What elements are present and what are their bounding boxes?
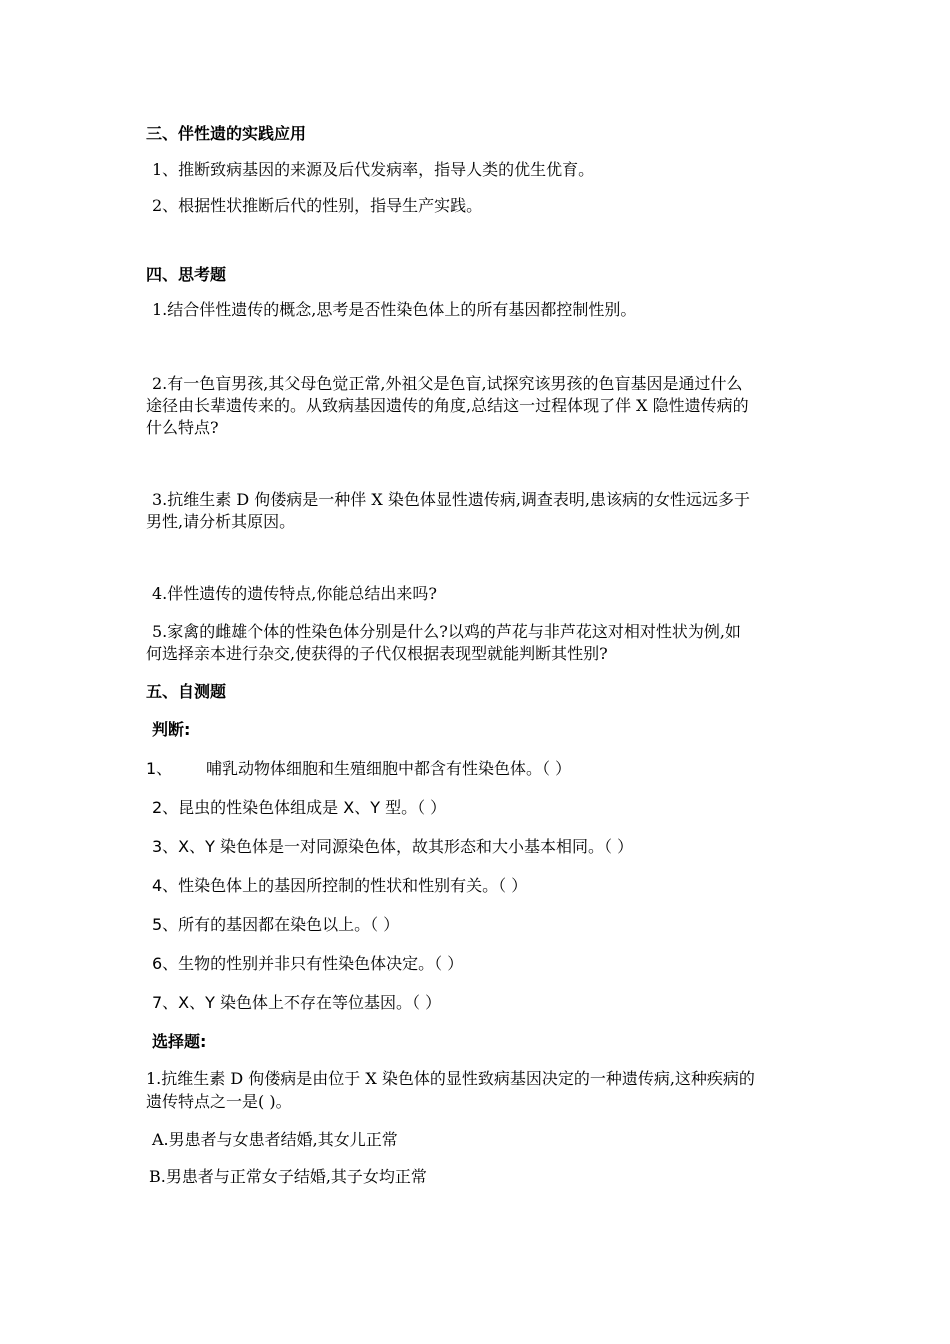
- question-5-line-2: 何选择亲本进行杂交,使获得的子代仅根据表现型就能判断其性别?: [146, 644, 608, 663]
- question-2-line-2: 途径由长辈遗传来的。从致病基因遗传的角度,总结这一过程体现了伴 X 隐性遗传病的: [146, 396, 749, 415]
- question-3-line-2: 男性,请分析其原因。: [146, 512, 296, 531]
- question-5-line-1: 5.家禽的雌雄个体的性染色体分别是什么?以鸡的芦花与非芦花这对相对性状为例,如: [152, 622, 741, 641]
- judge-1-number: 1、: [146, 759, 173, 778]
- question-1: 1.结合伴性遗传的概念,思考是否性染色体上的所有基因都控制性别。: [152, 300, 637, 319]
- judge-5: 5、所有的基因都在染色以上。（ ）: [152, 915, 400, 934]
- question-2-line-1: 2.有一色盲男孩,其父母色觉正常,外祖父是色盲,试探究该男孩的色盲基因是通过什么: [152, 374, 743, 393]
- question-3-line-1: 3.抗维生素 D 佝偻病是一种伴 X 染色体显性遗传病,调查表明,患该病的女性远远多于: [152, 490, 751, 509]
- section-heading-3: 三、伴性遗的实践应用: [146, 124, 307, 143]
- question-2-line-3: 什么特点?: [146, 418, 219, 437]
- judge-3: 3、X、Y 染色体是一对同源染色体，故其形态和大小基本相同。（ ）: [152, 837, 634, 856]
- judge-6: 6、生物的性别并非只有性染色体决定。（ ）: [152, 954, 464, 973]
- judge-2: 2、昆虫的性染色体组成是 X、Y 型。（ ）: [152, 798, 447, 817]
- choice-1-line-1: 1.抗维生素 D 佝偻病是由位于 X 染色体的显性致病基因决定的一种遗传病,这种疾病的: [146, 1069, 755, 1088]
- judge-label: 判断:: [152, 720, 191, 739]
- judge-7: 7、X、Y 染色体上不存在等位基因。（ ）: [152, 993, 442, 1012]
- section-heading-4: 四、思考题: [146, 265, 227, 284]
- section-heading-5: 五、自测题: [146, 682, 227, 701]
- judge-1-text: 哺乳动物体细胞和生殖细胞中都含有性染色体。（ ）: [206, 759, 572, 778]
- question-4: 4.伴性遗传的遗传特点,你能总结出来吗?: [152, 584, 437, 603]
- s3-item-2: 2、根据性状推断后代的性别，指导生产实践。: [152, 196, 483, 215]
- choice-1-option-b: B.男患者与正常女子结婚,其子女均正常: [149, 1167, 427, 1186]
- choice-1-line-2: 遗传特点之一是( )。: [146, 1092, 292, 1111]
- choice-1-option-a: A.男患者与女患者结婚,其女儿正常: [152, 1130, 398, 1149]
- choice-label: 选择题:: [152, 1032, 207, 1051]
- judge-4: 4、性染色体上的基因所控制的性状和性别有关。（ ）: [152, 876, 528, 895]
- s3-item-1: 1、推断致病基因的来源及后代发病率，指导人类的优生优育。: [152, 160, 595, 179]
